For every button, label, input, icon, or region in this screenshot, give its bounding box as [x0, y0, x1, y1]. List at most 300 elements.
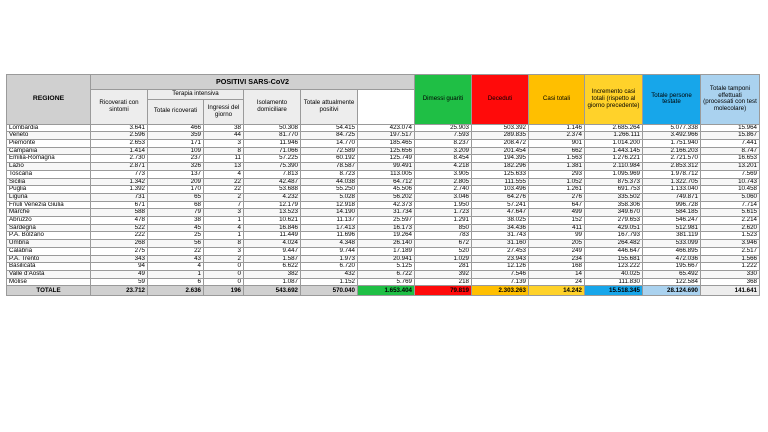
- cell-dim: 16.173: [358, 224, 415, 232]
- cell-inct: 1.222: [701, 263, 760, 271]
- cell-ti: 38: [148, 217, 204, 225]
- cell-tam: 65.492: [643, 270, 701, 278]
- cell-casi: 208.472: [472, 140, 529, 148]
- table-row: [7, 170, 760, 178]
- header-incremento-casi: Incremento casi totali (rispetto al giorno precedente): [585, 75, 643, 125]
- cell-ric: 671: [91, 201, 148, 209]
- cell-ti: 68: [148, 201, 204, 209]
- cell-iso: 53.688: [244, 186, 301, 194]
- total-ing: 196: [204, 286, 244, 296]
- cell-test: 875.373: [585, 178, 643, 186]
- cell-ing: 8: [204, 240, 244, 248]
- cell-ric: 1.392: [91, 186, 148, 194]
- cell-casi: 289.835: [472, 132, 529, 140]
- cell-dim: 197.517: [358, 132, 415, 140]
- region-name: Sardegna: [7, 224, 91, 232]
- cell-dec: 392: [415, 270, 472, 278]
- total-casi: 2.303.263: [472, 286, 529, 296]
- cell-ti: 65: [148, 193, 204, 201]
- region-name: Lombardia: [7, 124, 91, 132]
- cell-iso: 16.846: [244, 224, 301, 232]
- cell-pos: 1.152: [301, 278, 358, 286]
- cell-tam: 472.036: [643, 255, 701, 263]
- cell-test: 691.753: [585, 186, 643, 194]
- cell-dim: 5.125: [358, 263, 415, 271]
- cell-pos: 432: [301, 270, 358, 278]
- cell-dim: 56.202: [358, 193, 415, 201]
- table-row: [7, 132, 760, 140]
- cell-inct: 8.747: [701, 147, 760, 155]
- cell-pos: 14.770: [301, 140, 358, 148]
- cell-dec: 3.046: [415, 193, 472, 201]
- cell-dim: 17.189: [358, 247, 415, 255]
- cell-tam: 1.133.040: [643, 186, 701, 194]
- cell-casi: 125.633: [472, 170, 529, 178]
- header-isolamento: Isolamento domiciliare: [244, 90, 301, 125]
- cell-ing: 38: [204, 124, 244, 132]
- region-name: Sicilia: [7, 178, 91, 186]
- cell-ric: 275: [91, 247, 148, 255]
- cell-casi: 31.160: [472, 240, 529, 248]
- header-persone-testate: Totale persone testate: [643, 75, 701, 125]
- cell-test: 2.110.984: [585, 163, 643, 171]
- cell-tam: 195.667: [643, 263, 701, 271]
- cell-pos: 84.725: [301, 132, 358, 140]
- cell-ti: 25: [148, 232, 204, 240]
- cell-pos: 11.696: [301, 232, 358, 240]
- cell-inct: 7.714: [701, 201, 760, 209]
- cell-tam: 512.981: [643, 224, 701, 232]
- region-name: Piemonte: [7, 140, 91, 148]
- table-row: [7, 263, 760, 271]
- cell-ti: 109: [148, 147, 204, 155]
- cell-iso: 1.087: [244, 278, 301, 286]
- cell-ric: 49: [91, 270, 148, 278]
- cell-ing: 0: [204, 270, 244, 278]
- cell-casi: 31.743: [472, 232, 529, 240]
- region-name: Valle d'Aosta: [7, 270, 91, 278]
- cell-pos: 9.744: [301, 247, 358, 255]
- cell-test: 1.095.969: [585, 170, 643, 178]
- cell-iso: 4.232: [244, 193, 301, 201]
- cell-test: 1.266.111: [585, 132, 643, 140]
- cell-iso: 11.946: [244, 140, 301, 148]
- region-name: Campania: [7, 147, 91, 155]
- cell-inc: 249: [529, 247, 585, 255]
- cell-ti: 466: [148, 124, 204, 132]
- cell-tam: 466.895: [643, 247, 701, 255]
- table-row: [7, 186, 760, 194]
- total-dim: 1.653.404: [358, 286, 415, 296]
- cell-casi: 38.025: [472, 217, 529, 225]
- cell-pos: 17.413: [301, 224, 358, 232]
- cell-test: 264.482: [585, 240, 643, 248]
- table-row: [7, 232, 760, 240]
- cell-inct: 7.441: [701, 140, 760, 148]
- cell-inct: 2.517: [701, 247, 760, 255]
- cell-dec: 1.723: [415, 209, 472, 217]
- cell-inct: 13.201: [701, 163, 760, 171]
- cell-ing: 4: [204, 170, 244, 178]
- cell-iso: 57.225: [244, 155, 301, 163]
- region-name: Calabria: [7, 247, 91, 255]
- cell-iso: 6.622: [244, 263, 301, 271]
- cell-ti: 209: [148, 178, 204, 186]
- cell-test: 123.222: [585, 263, 643, 271]
- cell-casi: 34.436: [472, 224, 529, 232]
- header-positivi: POSITIVI SARS-CoV2: [91, 75, 415, 90]
- region-name: Friuli Venezia Giulia: [7, 201, 91, 209]
- cell-inct: 1.566: [701, 255, 760, 263]
- cell-inct: 10.743: [701, 178, 760, 186]
- cell-ti: 45: [148, 224, 204, 232]
- cell-dim: 45.506: [358, 186, 415, 194]
- cell-dim: 42.373: [358, 201, 415, 209]
- cell-dim: 125.749: [358, 155, 415, 163]
- cell-test: 1.014.200: [585, 140, 643, 148]
- cell-inct: 5.615: [701, 209, 760, 217]
- table-row: [7, 124, 760, 132]
- cell-inc: 499: [529, 209, 585, 217]
- total-dec: 79.819: [415, 286, 472, 296]
- cell-ing: 0: [204, 263, 244, 271]
- cell-dim: 185.465: [358, 140, 415, 148]
- cell-inc: 1.146: [529, 124, 585, 132]
- cell-tam: 533.099: [643, 240, 701, 248]
- header-dimessi-guariti: Dimessi guariti: [415, 75, 472, 125]
- cell-tam: 122.584: [643, 278, 701, 286]
- total-ti: 2.636: [148, 286, 204, 296]
- region-name: Veneto: [7, 132, 91, 140]
- cell-pos: 60.192: [301, 155, 358, 163]
- cell-inc: 1.052: [529, 178, 585, 186]
- region-name: Liguria: [7, 193, 91, 201]
- cell-dec: 218: [415, 278, 472, 286]
- cell-ti: 4: [148, 263, 204, 271]
- cell-casi: 7.139: [472, 278, 529, 286]
- cell-inc: 2.374: [529, 132, 585, 140]
- region-name: Puglia: [7, 186, 91, 194]
- table-row: [7, 209, 760, 217]
- cell-dec: 672: [415, 240, 472, 248]
- cell-ing: 3: [204, 247, 244, 255]
- cell-test: 2.685.264: [585, 124, 643, 132]
- cell-dim: 99.491: [358, 163, 415, 171]
- cell-casi: 23.943: [472, 255, 529, 263]
- header-regione: REGIONE: [7, 75, 91, 125]
- cell-ti: 79: [148, 209, 204, 217]
- cell-casi: 64.276: [472, 193, 529, 201]
- table-row: [7, 140, 760, 148]
- cell-tam: 2.166.203: [643, 147, 701, 155]
- cell-pos: 55.250: [301, 186, 358, 194]
- table-row: [7, 270, 760, 278]
- cell-test: 446.647: [585, 247, 643, 255]
- cell-pos: 1.973: [301, 255, 358, 263]
- region-name: Toscana: [7, 170, 91, 178]
- cell-ing: 0: [204, 278, 244, 286]
- cell-inc: 1.381: [529, 163, 585, 171]
- cell-dim: 423.074: [358, 124, 415, 132]
- cell-ing: 1: [204, 232, 244, 240]
- total-label: TOTALE: [7, 286, 91, 296]
- cell-dec: 783: [415, 232, 472, 240]
- cell-dim: 26.140: [358, 240, 415, 248]
- cell-dec: 281: [415, 263, 472, 271]
- cell-inct: 5.060: [701, 193, 760, 201]
- cell-iso: 13.523: [244, 209, 301, 217]
- cell-iso: 71.066: [244, 147, 301, 155]
- cell-ric: 731: [91, 193, 148, 201]
- cell-inc: 1.563: [529, 155, 585, 163]
- cell-ric: 522: [91, 224, 148, 232]
- cell-tam: 1.978.712: [643, 170, 701, 178]
- total-inc: 14.242: [529, 286, 585, 296]
- cell-iso: 9.447: [244, 247, 301, 255]
- cell-inct: 2.620: [701, 224, 760, 232]
- cell-iso: 11.449: [244, 232, 301, 240]
- header-deceduti: Deceduti: [472, 75, 529, 125]
- cell-pos: 78.587: [301, 163, 358, 171]
- cell-iso: 1.587: [244, 255, 301, 263]
- cell-iso: 10.621: [244, 217, 301, 225]
- cell-pos: 8.723: [301, 170, 358, 178]
- cell-ti: 171: [148, 140, 204, 148]
- cell-ti: 22: [148, 247, 204, 255]
- cell-iso: 4.024: [244, 240, 301, 248]
- cell-inc: 1.261: [529, 186, 585, 194]
- cell-dim: 125.656: [358, 147, 415, 155]
- total-test: 15.518.345: [585, 286, 643, 296]
- cell-test: 1.276.221: [585, 155, 643, 163]
- cell-test: 429.051: [585, 224, 643, 232]
- total-row: [7, 286, 760, 296]
- cell-ric: 773: [91, 170, 148, 178]
- cell-ric: 59: [91, 278, 148, 286]
- cell-inc: 205: [529, 240, 585, 248]
- cell-ti: 237: [148, 155, 204, 163]
- cell-ti: 43: [148, 255, 204, 263]
- region-name: Molise: [7, 278, 91, 286]
- cell-pos: 44.038: [301, 178, 358, 186]
- cell-inc: 411: [529, 224, 585, 232]
- table-row: [7, 217, 760, 225]
- cell-tam: 749.871: [643, 193, 701, 201]
- cell-test: 155.681: [585, 255, 643, 263]
- cell-ric: 588: [91, 209, 148, 217]
- region-name: Umbria: [7, 240, 91, 248]
- cell-iso: 81.770: [244, 132, 301, 140]
- cell-dim: 5.769: [358, 278, 415, 286]
- cell-casi: 182.296: [472, 163, 529, 171]
- cell-test: 335.502: [585, 193, 643, 201]
- cell-ing: 3: [204, 140, 244, 148]
- header-totale-ricoverati: Totale ricoverati: [148, 99, 204, 124]
- cell-tam: 546.247: [643, 217, 701, 225]
- cell-inc: 901: [529, 140, 585, 148]
- region-name: Abruzzo: [7, 217, 91, 225]
- cell-dim: 31.734: [358, 209, 415, 217]
- table-row: [7, 278, 760, 286]
- region-name: Basilicata: [7, 263, 91, 271]
- cell-test: 279.653: [585, 217, 643, 225]
- cell-pos: 14.190: [301, 209, 358, 217]
- region-name: Marche: [7, 209, 91, 217]
- cell-ing: 1: [204, 217, 244, 225]
- cell-ric: 2.730: [91, 155, 148, 163]
- cell-dec: 3.905: [415, 170, 472, 178]
- table-row: [7, 240, 760, 248]
- cell-dim: 25.597: [358, 217, 415, 225]
- cell-test: 358.306: [585, 201, 643, 209]
- table-row: [7, 193, 760, 201]
- cell-inct: 16.653: [701, 155, 760, 163]
- cell-iso: 382: [244, 270, 301, 278]
- cell-iso: 12.179: [244, 201, 301, 209]
- cell-tam: 2.721.570: [643, 155, 701, 163]
- cell-inc: 99: [529, 232, 585, 240]
- cell-pos: 12.918: [301, 201, 358, 209]
- cell-dec: 2.740: [415, 186, 472, 194]
- cell-dim: 19.264: [358, 232, 415, 240]
- cell-ing: 11: [204, 155, 244, 163]
- cell-ric: 1.414: [91, 147, 148, 155]
- cell-ti: 56: [148, 240, 204, 248]
- cell-pos: 6.720: [301, 263, 358, 271]
- cell-test: 40.025: [585, 270, 643, 278]
- cell-pos: 72.589: [301, 147, 358, 155]
- cell-ing: 4: [204, 224, 244, 232]
- header-ingressi-giorno: Ingressi del giorno: [204, 99, 244, 124]
- covid-data-table: [6, 74, 760, 296]
- region-name: P.A. Trento: [7, 255, 91, 263]
- cell-ing: 22: [204, 186, 244, 194]
- cell-test: 111.830: [585, 278, 643, 286]
- cell-inc: 14: [529, 270, 585, 278]
- cell-ing: 44: [204, 132, 244, 140]
- cell-dec: 1.029: [415, 255, 472, 263]
- table-row: [7, 247, 760, 255]
- cell-inct: 3.946: [701, 240, 760, 248]
- total-inct: 141.641: [701, 286, 760, 296]
- cell-dec: 1.950: [415, 201, 472, 209]
- cell-casi: 7.546: [472, 270, 529, 278]
- cell-pos: 5.028: [301, 193, 358, 201]
- cell-dec: 3.209: [415, 147, 472, 155]
- cell-tam: 5.077.338: [643, 124, 701, 132]
- cell-tam: 1.322.705: [643, 178, 701, 186]
- cell-iso: 7.813: [244, 170, 301, 178]
- cell-inct: 15.964: [701, 124, 760, 132]
- total-ric: 23.712: [91, 286, 148, 296]
- cell-dec: 850: [415, 224, 472, 232]
- header-ricoverati-sintomi: Ricoverati con sintomi: [91, 90, 148, 125]
- cell-inct: 330: [701, 270, 760, 278]
- cell-pos: 4.348: [301, 240, 358, 248]
- cell-ric: 478: [91, 217, 148, 225]
- cell-dim: 113.005: [358, 170, 415, 178]
- cell-ti: 1: [148, 270, 204, 278]
- cell-casi: 194.395: [472, 155, 529, 163]
- table-row: [7, 155, 760, 163]
- cell-ing: 13: [204, 163, 244, 171]
- cell-dim: 20.941: [358, 255, 415, 263]
- cell-casi: 12.126: [472, 263, 529, 271]
- cell-dec: 8.454: [415, 155, 472, 163]
- cell-pos: 11.137: [301, 217, 358, 225]
- cell-ric: 268: [91, 240, 148, 248]
- cell-iso: 42.487: [244, 178, 301, 186]
- cell-casi: 111.555: [472, 178, 529, 186]
- cell-ing: 8: [204, 147, 244, 155]
- cell-inct: 15.867: [701, 132, 760, 140]
- cell-dec: 25.903: [415, 124, 472, 132]
- cell-casi: 57.241: [472, 201, 529, 209]
- cell-inct: 2.214: [701, 217, 760, 225]
- table-row: [7, 255, 760, 263]
- cell-casi: 503.392: [472, 124, 529, 132]
- cell-ing: 7: [204, 201, 244, 209]
- cell-tam: 2.853.312: [643, 163, 701, 171]
- cell-iso: 75.390: [244, 163, 301, 171]
- cell-dim: 64.712: [358, 178, 415, 186]
- region-name: Emilia-Romagna: [7, 155, 91, 163]
- cell-casi: 103.496: [472, 186, 529, 194]
- cell-ti: 170: [148, 186, 204, 194]
- region-name: P.A. Bolzano: [7, 232, 91, 240]
- cell-casi: 47.647: [472, 209, 529, 217]
- cell-inc: 293: [529, 170, 585, 178]
- cell-dec: 4.218: [415, 163, 472, 171]
- cell-ti: 326: [148, 163, 204, 171]
- cell-casi: 201.454: [472, 147, 529, 155]
- cell-ric: 222: [91, 232, 148, 240]
- cell-pos: 54.415: [301, 124, 358, 132]
- cell-inc: 234: [529, 255, 585, 263]
- cell-dec: 520: [415, 247, 472, 255]
- cell-inc: 152: [529, 217, 585, 225]
- cell-test: 167.793: [585, 232, 643, 240]
- cell-dec: 2.805: [415, 178, 472, 186]
- header-casi-totali: Casi totali: [529, 75, 585, 125]
- cell-inc: 24: [529, 278, 585, 286]
- cell-inct: 10.458: [701, 186, 760, 194]
- table-row: [7, 163, 760, 171]
- cell-ric: 2.596: [91, 132, 148, 140]
- cell-dim: 6.722: [358, 270, 415, 278]
- table-row: [7, 224, 760, 232]
- cell-inc: 647: [529, 201, 585, 209]
- cell-inc: 168: [529, 263, 585, 271]
- total-tam: 28.124.690: [643, 286, 701, 296]
- cell-ti: 359: [148, 132, 204, 140]
- cell-ric: 94: [91, 263, 148, 271]
- table-body: [7, 124, 760, 296]
- cell-tam: 584.185: [643, 209, 701, 217]
- cell-ing: 2: [204, 255, 244, 263]
- total-iso: 543.692: [244, 286, 301, 296]
- cell-inc: 276: [529, 193, 585, 201]
- cell-inct: 368: [701, 278, 760, 286]
- cell-ric: 3.641: [91, 124, 148, 132]
- cell-ric: 2.871: [91, 163, 148, 171]
- cell-ric: 343: [91, 255, 148, 263]
- cell-casi: 27.453: [472, 247, 529, 255]
- cell-tam: 996.728: [643, 201, 701, 209]
- cell-dec: 1.291: [415, 217, 472, 225]
- header-totale-tamponi: Totale tamponi effettuati (processati con test molecolare): [701, 75, 760, 125]
- cell-dec: 8.237: [415, 140, 472, 148]
